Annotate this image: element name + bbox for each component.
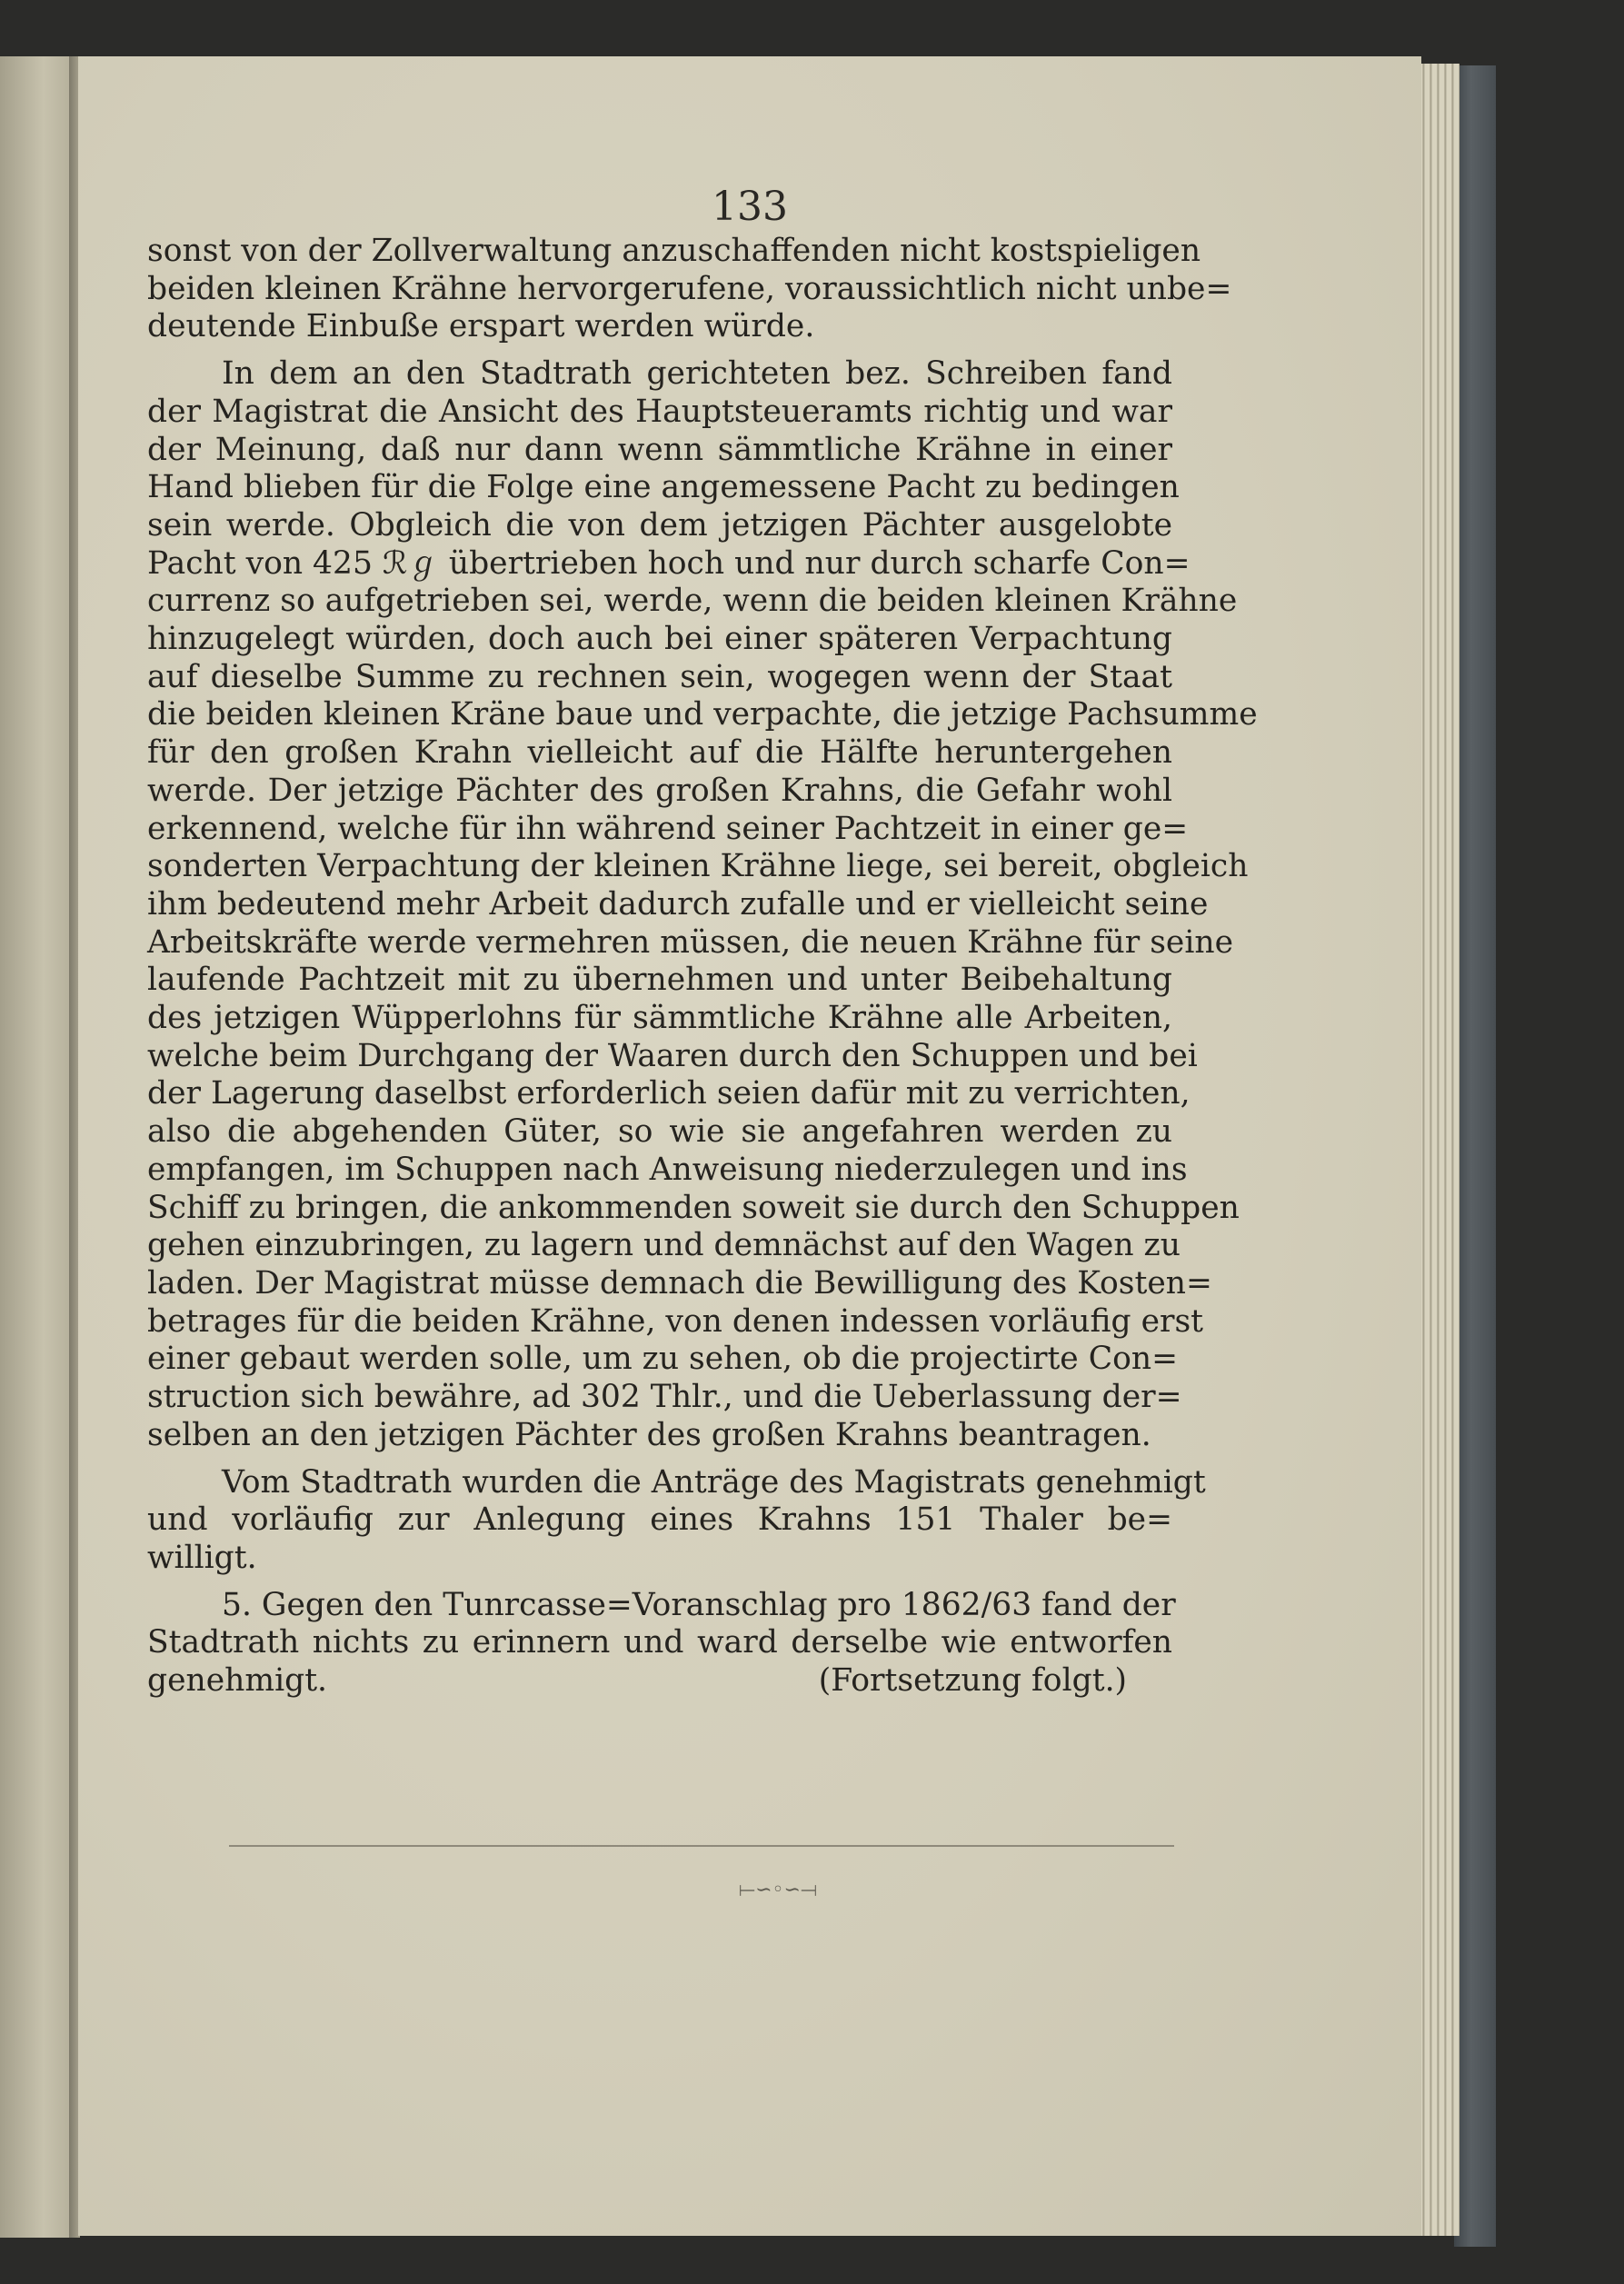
paragraph bbox=[147, 1586, 1176, 1662]
text-line: und vorläufig zur Anlegung eines Krahns 151 Thaler be= bbox=[147, 1501, 1172, 1539]
paragraph bbox=[147, 355, 1258, 1454]
text-line: welche beim Durchgang der Waaren durch den Schuppen und bei bbox=[147, 1037, 1198, 1074]
paragraph-container bbox=[147, 233, 1258, 1662]
text-line: gehen einzubringen, zu lagern und demnächst auf den Wagen zu bbox=[147, 1227, 1181, 1264]
paragraph bbox=[147, 233, 1232, 346]
page-stack-edges bbox=[1418, 64, 1460, 2236]
text-line: betrages für die beiden Krähne, von denen indessen vorläufig erst bbox=[147, 1302, 1204, 1340]
text-line: deutende Einbuße erspart werden würde. bbox=[147, 308, 815, 345]
text-line: der Meinung, daß nur dann wenn sämmtliche Krähne in einer bbox=[147, 431, 1172, 468]
text-line: werde. Der jetzige Pächter des großen Krahns, die Gefahr wohl bbox=[147, 772, 1172, 809]
paragraph-gap bbox=[147, 346, 1172, 355]
text-line: currenz so aufgetrieben sei, werde, wenn die beiden kleinen Krähne bbox=[147, 583, 1238, 620]
text-line: struction sich bewähre, ad 302 Thlr., und die Ueberlassung der= bbox=[147, 1379, 1182, 1416]
text-line: der Lagerung daselbst erforderlich seien dafür mit zu verrichten, bbox=[147, 1075, 1191, 1112]
text-line: beiden kleinen Krähne hervorgerufene, voraussichtlich nicht unbe= bbox=[147, 270, 1232, 307]
ornament-divider: ⟝∽◦∽⟞ bbox=[738, 1879, 818, 1901]
text-line: 5. Gegen den Tunrcasse=Voranschlag pro 1862/63 fand der bbox=[222, 1586, 1176, 1623]
text-line: Stadtrath nichts zu erinnern und ward derselbe wie entworfen bbox=[147, 1624, 1172, 1661]
paragraph bbox=[147, 1463, 1206, 1578]
closing-word: genehmigt. bbox=[147, 1662, 328, 1700]
text-line: laufende Pachtzeit mit zu übernehmen und unter Beibehaltung bbox=[147, 962, 1172, 999]
body-text bbox=[147, 233, 1258, 1701]
text-line: Pacht von 425 ℛℊ übertrieben hoch und nur durch scharfe Con= bbox=[147, 544, 1191, 582]
text-line: Vom Stadtrath wurden die Anträge des Magistrats genehmigt bbox=[222, 1463, 1206, 1501]
text-line: In dem an den Stadtrath gerichteten bez. Schreiben fand bbox=[222, 355, 1172, 393]
text-line: laden. Der Magistrat müsse demnach die Bewilligung des Kosten= bbox=[147, 1264, 1212, 1302]
previous-page-edge bbox=[0, 56, 73, 2238]
continuation-note: (Fortsetzung folgt.) bbox=[818, 1662, 1127, 1700]
text-line: empfangen, im Schuppen nach Anweisung niederzulegen und ins bbox=[147, 1151, 1188, 1188]
paragraph-gap bbox=[147, 1455, 1172, 1464]
book-cover-edge bbox=[1454, 65, 1496, 2247]
text-line: für den großen Krahn vielleicht auf die Hälfte heruntergehen bbox=[147, 734, 1172, 772]
text-line: sonderten Verpachtung der kleinen Krähne liege, sei bereit, obgleich bbox=[147, 848, 1249, 885]
text-line: der Magistrat die Ansicht des Hauptsteueramts richtig und war bbox=[147, 393, 1172, 430]
text-line: hinzugelegt würden, doch auch bei einer späteren Verpachtung bbox=[147, 621, 1172, 658]
text-line: Schiff zu bringen, die ankommenden soweit sie durch den Schuppen bbox=[147, 1189, 1240, 1226]
text-line: erkennend, welche für ihn während seiner Pachtzeit in einer ge= bbox=[147, 810, 1189, 847]
text-line: also die abgehenden Güter, so wie sie angefahren werden zu bbox=[147, 1113, 1172, 1151]
text-line: Hand blieben für die Folge eine angemessene Pacht zu bedingen bbox=[147, 469, 1180, 506]
text-line: selben an den jetzigen Pächter des großen Krahns beantragen. bbox=[147, 1416, 1151, 1453]
text-line: sein werde. Obgleich die von dem jetzigen Pächter ausgelobte bbox=[147, 506, 1172, 544]
text-line: des jetzigen Wüpperlohns für sämmtliche Krähne alle Arbeiten, bbox=[147, 1000, 1172, 1037]
horizontal-rule bbox=[229, 1845, 1174, 1847]
text-line: auf dieselbe Summe zu rechnen sein, wogegen wenn der Staat bbox=[147, 658, 1172, 695]
text-line: ihm bedeutend mehr Arbeit dadurch zufalle und er vielleicht seine bbox=[147, 885, 1209, 923]
text-line: Arbeitskräfte werde vermehren müssen, die neuen Krähne für seine bbox=[147, 923, 1234, 961]
text-line: einer gebaut werden solle, um zu sehen, ob die projectirte Con= bbox=[147, 1341, 1178, 1378]
text-line: sonst von der Zollverwaltung anzuschaffenden nicht kostspieligen bbox=[147, 233, 1201, 269]
closing-line bbox=[147, 1662, 1172, 1701]
text-line: die beiden kleinen Kräne baue und verpachte, die jetzige Pachsumme bbox=[147, 696, 1258, 733]
page-number: 133 bbox=[712, 184, 788, 230]
text-line: willigt. bbox=[147, 1539, 257, 1576]
paragraph-gap bbox=[147, 1578, 1172, 1587]
